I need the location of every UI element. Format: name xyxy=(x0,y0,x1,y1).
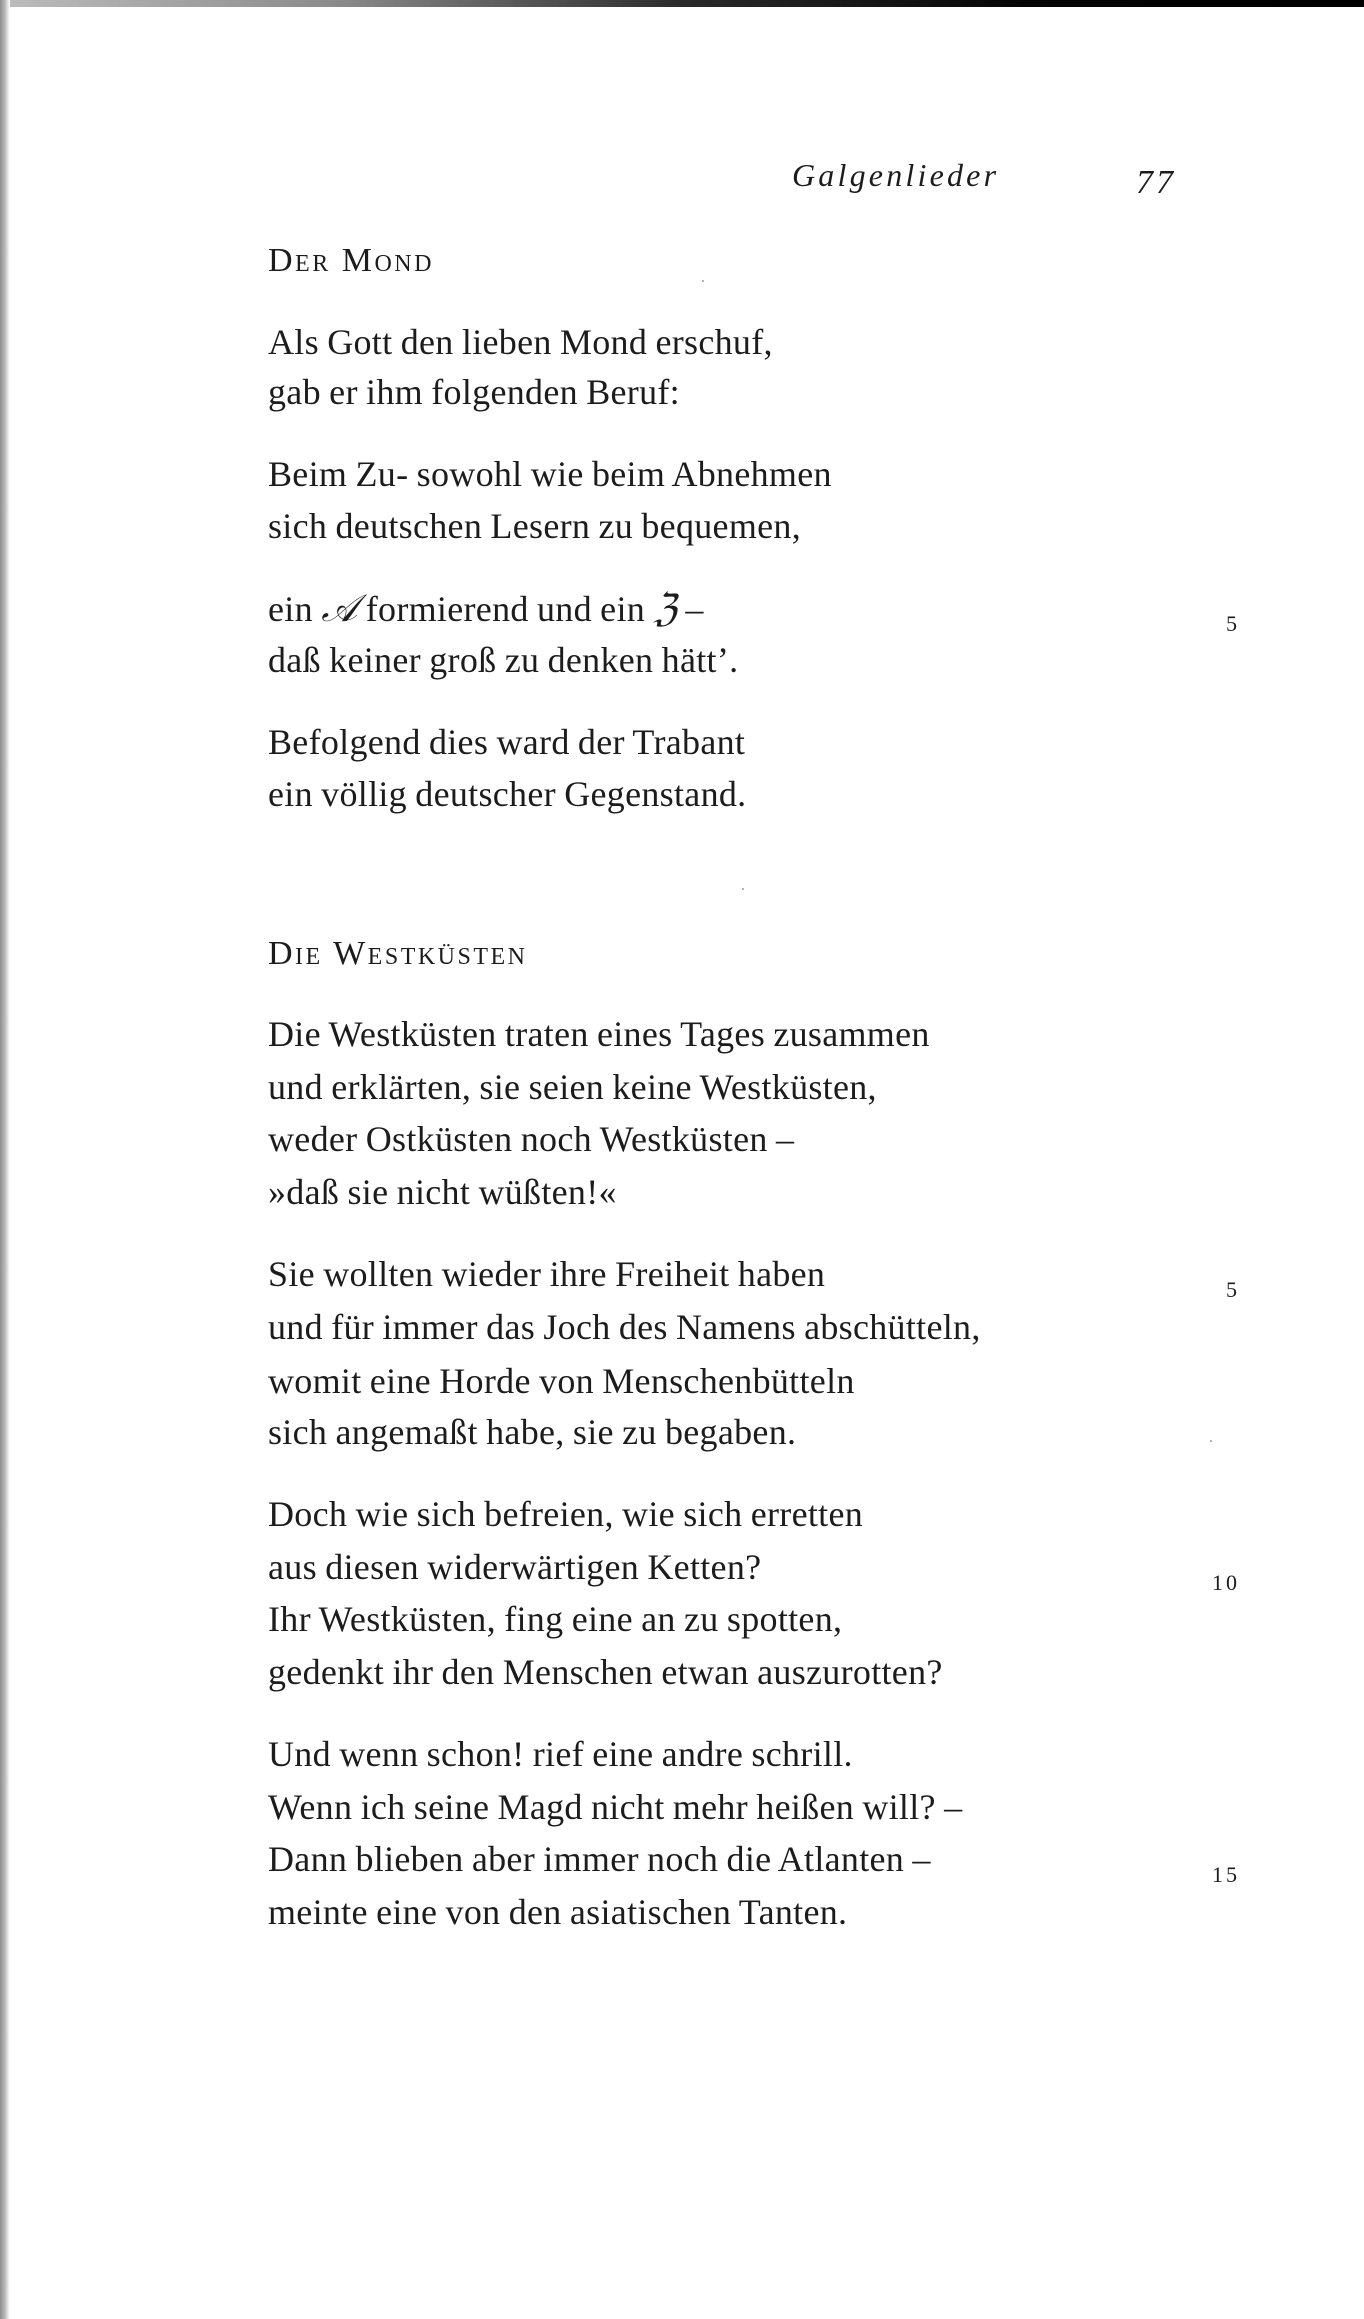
verse-line: meinte eine von den asiatischen Tanten. xyxy=(268,1892,848,1932)
scan-edge-left xyxy=(0,0,10,2319)
verse-line: gab er ihm folgenden Beruf: xyxy=(268,372,680,412)
verse-line: Befolgend dies ward der Trabant xyxy=(268,722,746,762)
script-letter-a: 𝒜 xyxy=(321,586,358,630)
running-head-title: Galgenlieder xyxy=(792,157,1000,193)
scan-speck xyxy=(1210,1440,1212,1442)
verse-line: sich angemaßt habe, sie zu begaben. xyxy=(268,1412,797,1452)
scan-speck xyxy=(702,280,704,282)
verse-line: Beim Zu- sowohl wie beim Abnehmen xyxy=(268,454,832,494)
verse-line: Ihr Westküsten, fing eine an zu spotten, xyxy=(268,1599,843,1639)
line-number: 5 xyxy=(1226,611,1240,636)
line-number: 10 xyxy=(1212,1570,1240,1595)
verse-line: und erklärten, sie seien keine Westküsten, xyxy=(268,1067,877,1107)
verse-text: ein xyxy=(268,589,322,629)
verse-line: Sie wollten wieder ihre Freiheit haben xyxy=(268,1254,826,1294)
poem-title: Die Westküsten xyxy=(268,935,528,972)
verse-line: ein völlig deutscher Gegenstand. xyxy=(268,774,747,814)
scan-speck xyxy=(742,888,744,890)
verse-line: »daß sie nicht wüßten!« xyxy=(268,1172,617,1212)
scan-edge-top xyxy=(0,0,1364,7)
verse-text: – xyxy=(677,589,704,629)
verse-line: sich deutschen Lesern zu bequemen, xyxy=(268,506,801,546)
verse-line xyxy=(268,586,704,630)
verse-line: Doch wie sich befreien, wie sich erretten xyxy=(268,1494,864,1534)
verse-line: aus diesen widerwärtigen Ketten? xyxy=(268,1547,762,1587)
line-number: 5 xyxy=(1226,1277,1240,1302)
verse-text: formierend und ein xyxy=(357,589,654,629)
verse-line: Und wenn schon! rief eine andre schrill. xyxy=(268,1734,853,1774)
verse-line: Die Westküsten traten eines Tages zusammen xyxy=(268,1014,930,1054)
verse-line: womit eine Horde von Menschenbütteln xyxy=(268,1361,855,1401)
poem-title: Der Mond xyxy=(268,242,434,279)
line-number: 15 xyxy=(1212,1862,1240,1887)
verse-line: Als Gott den lieben Mond erschuf, xyxy=(268,322,773,362)
page-number: 77 xyxy=(1136,164,1176,201)
verse-line: Dann blieben aber immer noch die Atlanten – xyxy=(268,1839,931,1879)
verse-line: Wenn ich seine Magd nicht mehr heißen will? – xyxy=(268,1787,963,1827)
verse-line: und für immer das Joch des Namens abschütteln, xyxy=(268,1307,981,1347)
verse-line: weder Ostküsten noch Westküsten – xyxy=(268,1119,795,1159)
verse-line: gedenkt ihr den Menschen etwan auszurotten? xyxy=(268,1652,943,1692)
verse-line: daß keiner groß zu denken hätt’. xyxy=(268,640,739,680)
script-letter-z: ℨ xyxy=(653,586,678,630)
